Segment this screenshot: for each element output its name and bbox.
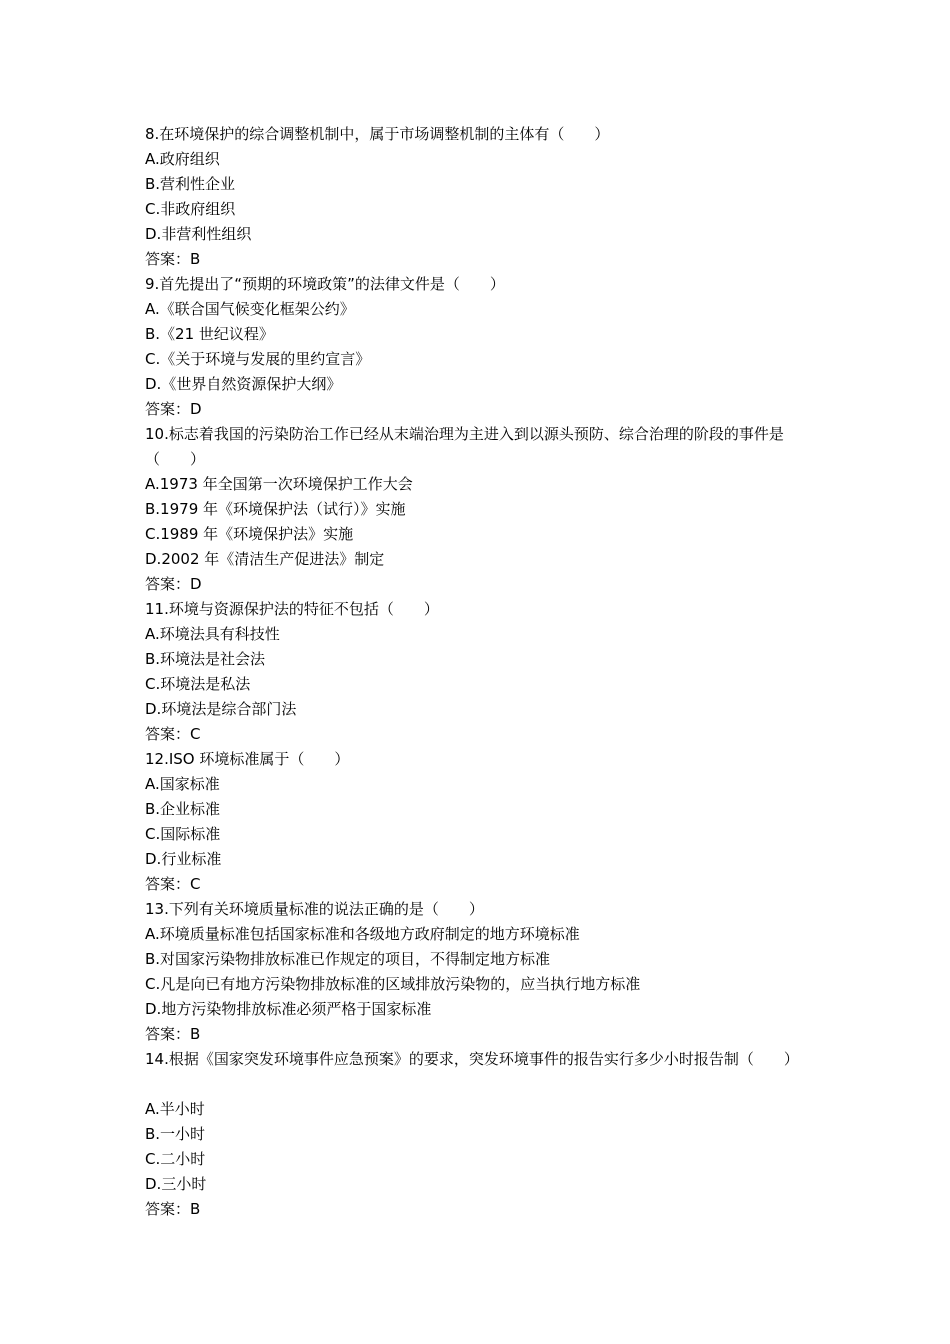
question-13-option-d: D.地方污染物排放标准必须严格于国家标准 [145, 1000, 432, 1018]
question-10-option-b: B.1979 年《环境保护法（试行）》实施 [145, 500, 406, 518]
question-11-answer: 答案：C [145, 725, 201, 743]
question-12-option-a: A.国家标准 [145, 775, 220, 793]
question-11-stem: 11.环境与资源保护法的特征不包括（ ） [145, 600, 439, 618]
question-8-option-d: D.非营利性组织 [145, 225, 252, 243]
question-8-option-b: B.营利性企业 [145, 175, 236, 193]
question-9-option-c: C.《关于环境与发展的里约宣言》 [145, 350, 371, 368]
question-13-option-a: A.环境质量标准包括国家标准和各级地方政府制定的地方环境标准 [145, 925, 580, 943]
question-14-answer: 答案：B [145, 1200, 201, 1218]
question-8-option-c: C.非政府组织 [145, 200, 236, 218]
question-14-option-b: B.一小时 [145, 1125, 206, 1143]
question-9-answer: 答案：D [145, 400, 202, 418]
question-8-stem: 8.在环境保护的综合调整机制中，属于市场调整机制的主体有（ ） [145, 125, 610, 143]
question-9-option-d: D.《世界自然资源保护大纲》 [145, 375, 342, 393]
question-12-option-d: D.行业标准 [145, 850, 222, 868]
question-10-stem: 10.标志着我国的污染防治工作已经从末端治理为主进入到以源头预防、综合治理的阶段的事件是（ ） [145, 425, 784, 468]
question-11-option-c: C.环境法是私法 [145, 675, 251, 693]
question-8-answer: 答案：B [145, 250, 201, 268]
question-9-option-a: A.《联合国气候变化框架公约》 [145, 300, 355, 318]
question-12-answer: 答案：C [145, 875, 201, 893]
question-13-answer: 答案：B [145, 1025, 201, 1043]
question-13-stem: 13.下列有关环境质量标准的说法正确的是（ ） [145, 900, 484, 918]
question-9-stem: 9.首先提出了“预期的环境政策”的法律文件是（ ） [145, 275, 505, 293]
question-14-stem: 14.根据《国家突发环境事件应急预案》的要求，突发环境事件的报告实行多少小时报告制（ ） [145, 1050, 799, 1068]
question-10-option-a: A.1973 年全国第一次环境保护工作大会 [145, 475, 413, 493]
question-14-option-d: D.三小时 [145, 1175, 207, 1193]
question-10-option-d: D.2002 年《清洁生产促进法》制定 [145, 550, 385, 568]
question-11-option-a: A.环境法具有科技性 [145, 625, 280, 643]
question-9-option-b: B.《21 世纪议程》 [145, 325, 274, 343]
question-list [145, 122, 815, 1222]
question-12-option-b: B.企业标准 [145, 800, 221, 818]
question-10-option-c: C.1989 年《环境保护法》实施 [145, 525, 354, 543]
question-13-option-c: C.凡是向已有地方污染物排放标准的区域排放污染物的，应当执行地方标准 [145, 975, 641, 993]
question-11-option-b: B.环境法是社会法 [145, 650, 266, 668]
question-14-option-a: A.半小时 [145, 1100, 205, 1118]
question-10-answer: 答案：D [145, 575, 202, 593]
question-11-option-d: D.环境法是综合部门法 [145, 700, 297, 718]
question-12-stem: 12.ISO 环境标准属于（ ） [145, 750, 350, 768]
question-13-option-b: B.对国家污染物排放标准已作规定的项目，不得制定地方标准 [145, 950, 551, 968]
question-12-option-c: C.国际标准 [145, 825, 221, 843]
question-14-option-c: C.二小时 [145, 1150, 206, 1168]
question-8-option-a: A.政府组织 [145, 150, 220, 168]
